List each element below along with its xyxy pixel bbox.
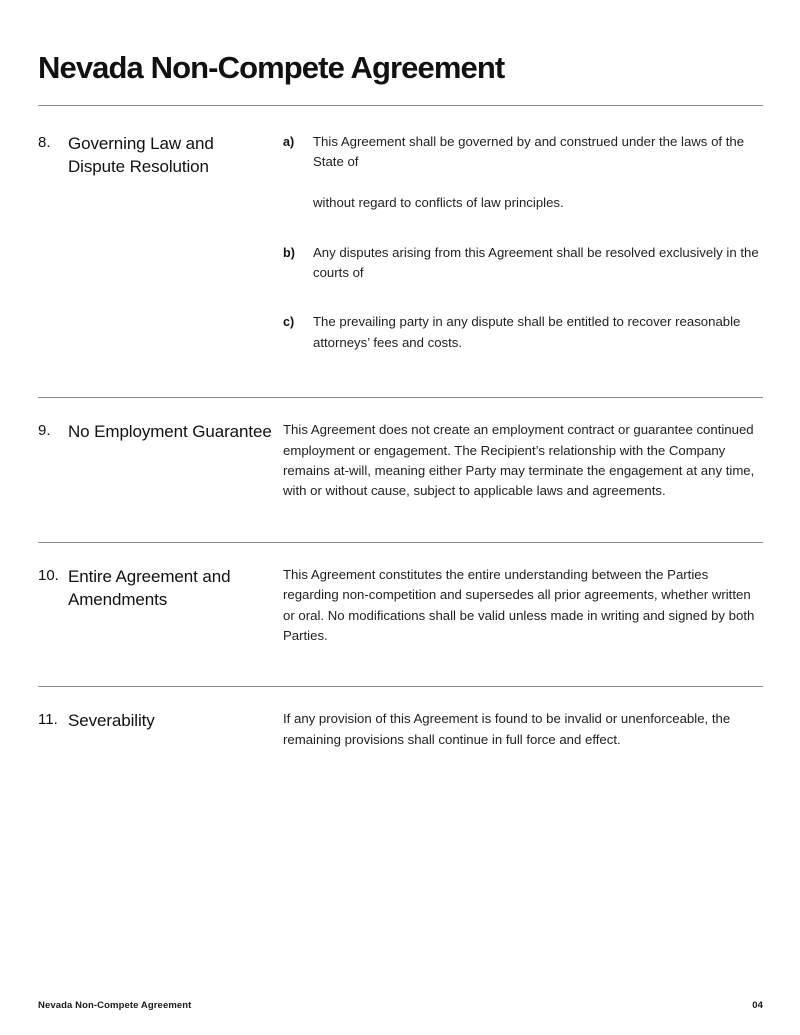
section-content: [283, 132, 763, 353]
section-heading: Severability: [68, 711, 155, 731]
section-number: 10.: [38, 566, 59, 584]
list-item: [283, 312, 763, 353]
section-entire-agreement: [38, 543, 763, 687]
footer-page-number: 04: [752, 1000, 763, 1011]
page-footer: [38, 999, 763, 1012]
document-body: [38, 105, 763, 770]
section-no-employment-guarantee: [38, 398, 763, 542]
list-item: [283, 243, 763, 284]
subitem-text: [313, 132, 763, 214]
section-paragraph: This Agreement does not create an employment contract or guarantee continued employment or engagement. The Recipient’s relationship with the Company remains at-will, meaning either Party may terminate the engagement at any time, with or without cause, subject to applicable laws and agreements.: [283, 422, 755, 499]
section-paragraph: This Agreement constitutes the entire understanding between the Parties regarding non-competition and supersedes all prior agreements, whether written or oral. No modifications shall be valid unless made in writing and signed by both Parties.: [283, 566, 755, 644]
subitem-text: The prevailing party in any dispute shall be entitled to recover reasonable attorneys’ fees and costs.: [313, 314, 741, 350]
subitem-text-after-blank: without regard to conflicts of law principles.: [313, 195, 564, 211]
subitem-text: [313, 243, 763, 284]
section-heading: Governing Law and Dispute Resolution: [68, 134, 214, 176]
section-heading: No Employment Guarantee: [68, 422, 272, 442]
section-number: 11.: [38, 711, 58, 729]
subitem-text-before-blank: Any disputes arising from this Agreement shall be resolved exclusively in the courts of: [313, 244, 759, 281]
section-paragraph: If any provision of this Agreement is found to be invalid or unenforceable, the remaining provisions shall continue in full force and effect.: [283, 711, 731, 747]
subitem-text-before-blank: This Agreement shall be governed by and construed under the laws of the State of: [313, 134, 745, 170]
footer-document-title: Nevada Non-Compete Agreement: [38, 1000, 192, 1011]
subitem-marker: c): [283, 315, 295, 330]
section-content: [283, 565, 763, 647]
state-blank-field[interactable]: [313, 173, 763, 193]
section-severability: [38, 687, 763, 770]
section-number: 8.: [38, 134, 51, 151]
list-item: [283, 132, 763, 214]
section-content: [283, 420, 763, 502]
subitem-marker: a): [283, 135, 295, 149]
section-heading: Entire Agreement and Amendments: [68, 566, 231, 609]
subitem-marker: b): [283, 245, 295, 260]
section-governing-law: [38, 106, 763, 397]
section-content: [283, 709, 763, 750]
page-title: Nevada Non-Compete Agreement: [38, 49, 505, 85]
section-number: 9.: [38, 422, 51, 440]
